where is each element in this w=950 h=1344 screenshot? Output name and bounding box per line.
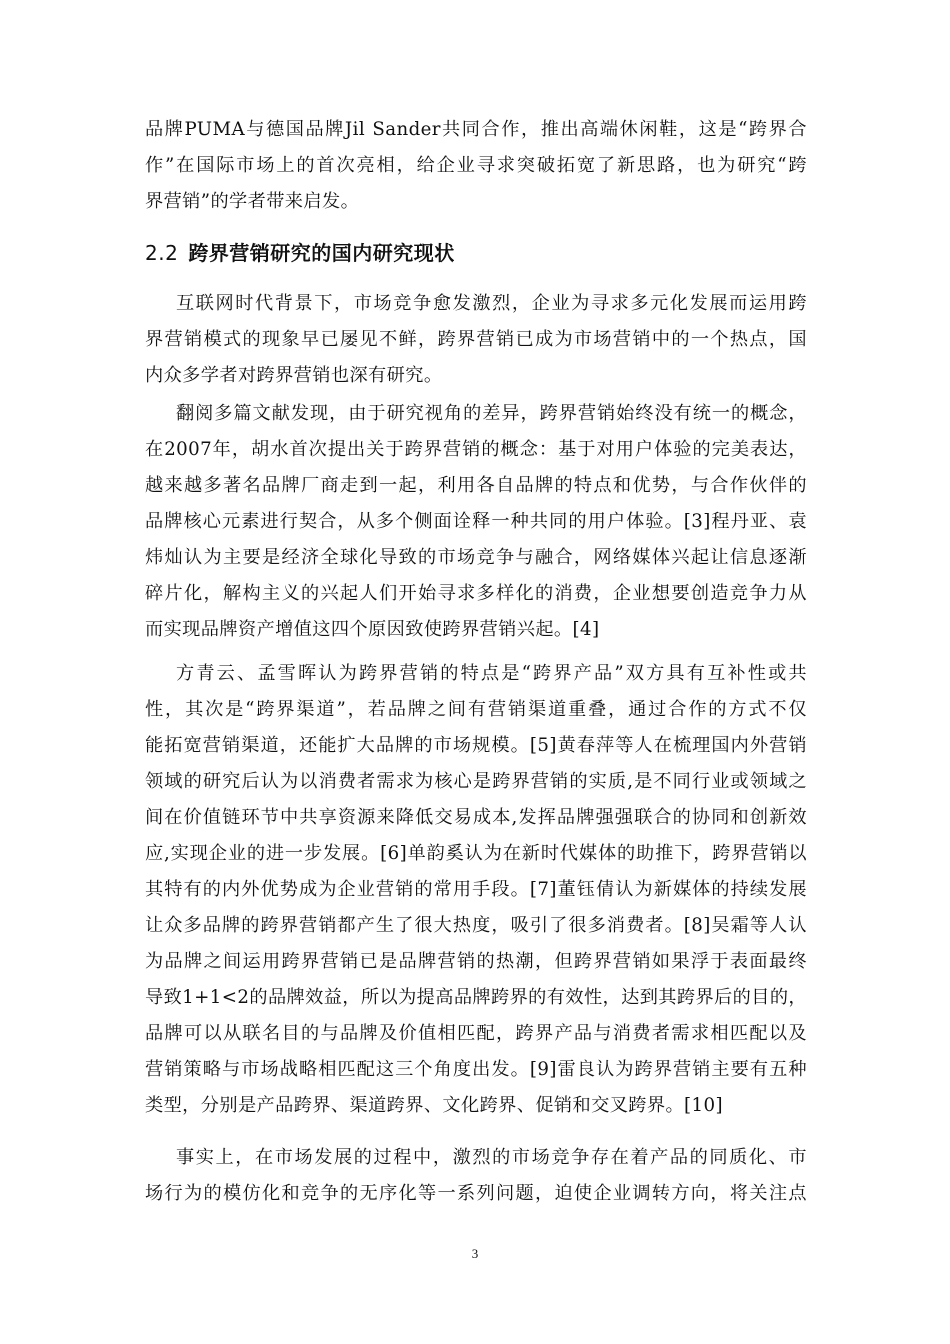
text-line: 方青云、孟雪晖认为跨界营销的特点是“跨界产品”双方具有互补性或共 (176, 663, 807, 684)
text-line: 间在价值链环节中共享资源来降低交易成本,发挥品牌强强联合的协同和创新效 (145, 807, 807, 828)
text-line: 作”在国际市场上的首次亮相，给企业寻求突破拓宽了新思路，也为研究“跨 (145, 155, 807, 176)
text-line: 品牌可以从联名目的与品牌及价值相匹配，跨界产品与消费者需求相匹配以及 (145, 1023, 807, 1044)
text-line: 在2007年，胡水首次提出关于跨界营销的概念：基于对用户体验的完美表达， (145, 439, 807, 460)
text-line: 炜灿认为主要是经济全球化导致的市场竞争与融合，网络媒体兴起让信息逐渐 (145, 547, 807, 568)
text-line: 性，其次是“跨界渠道”，若品牌之间有营销渠道重叠，通过合作的方式不仅 (145, 699, 807, 720)
text-line: 领域的研究后认为以消费者需求为核心是跨界营销的实质,是不同行业或领域之 (145, 771, 807, 792)
text-line: 而实现品牌资产增值这四个原因致使跨界营销兴起。[4] (145, 619, 600, 640)
text-line: 互联网时代背景下，市场竞争愈发激烈，企业为寻求多元化发展而运用跨 (176, 293, 807, 314)
text-line: 品牌PUMA与德国品牌Jil Sander共同合作，推出高端休闲鞋，这是“跨界合 (145, 119, 807, 140)
text-line: 让众多品牌的跨界营销都产生了很大热度，吸引了很多消费者。[8]吴霜等人认 (145, 915, 807, 936)
text-line: 场行为的模仿化和竞争的无序化等一系列问题，迫使企业调转方向，将关注点 (145, 1183, 807, 1204)
text-line: 碎片化，解构主义的兴起人们开始寻求多样化的消费，企业想要创造竞争力从 (145, 583, 807, 604)
text-line: 类型，分别是产品跨界、渠道跨界、文化跨界、促销和交叉跨界。[10] (145, 1095, 723, 1116)
text-line: 能拓宽营销渠道，还能扩大品牌的市场规模。[5]黄春萍等人在梳理国内外营销 (145, 735, 807, 756)
text-line: 其特有的内外优势成为企业营销的常用手段。[7]董钰倩认为新媒体的持续发展 (145, 879, 807, 900)
text-line: 应,实现企业的进一步发展。[6]单韵奚认为在新时代媒体的助推下，跨界营销以 (145, 843, 807, 864)
section-number: 2.2 (145, 241, 179, 265)
text-line: 导致1+1<2的品牌效益，所以为提高品牌跨界的有效性，达到其跨界后的目的， (145, 987, 807, 1008)
text-line: 内众多学者对跨界营销也深有研究。 (145, 365, 443, 386)
text-line: 越来越多著名品牌厂商走到一起，利用各自品牌的特点和优势，与合作伙伴的 (145, 475, 807, 496)
text-line: 翻阅多篇文献发现，由于研究视角的差异，跨界营销始终没有统一的概念， (176, 403, 807, 424)
section-title: 跨界营销研究的国内研究现状 (188, 241, 455, 265)
section-heading (145, 236, 455, 270)
text-line: 界营销”的学者带来启发。 (145, 191, 360, 212)
text-line: 界营销模式的现象早已屡见不鲜，跨界营销已成为市场营销中的一个热点，国 (145, 329, 807, 350)
text-line: 品牌核心元素进行契合，从多个侧面诠释一种共同的用户体验。[3]程丹亚、袁 (145, 511, 807, 532)
text-line: 为品牌之间运用跨界营销已是品牌营销的热潮，但跨界营销如果浮于表面最终 (145, 951, 807, 972)
text-line: 事实上，在市场发展的过程中，激烈的市场竞争存在着产品的同质化、市 (176, 1147, 807, 1168)
page-number: 3 (471, 1246, 479, 1261)
text-line: 营销策略与市场战略相匹配这三个角度出发。[9]雷良认为跨界营销主要有五种 (145, 1059, 807, 1080)
